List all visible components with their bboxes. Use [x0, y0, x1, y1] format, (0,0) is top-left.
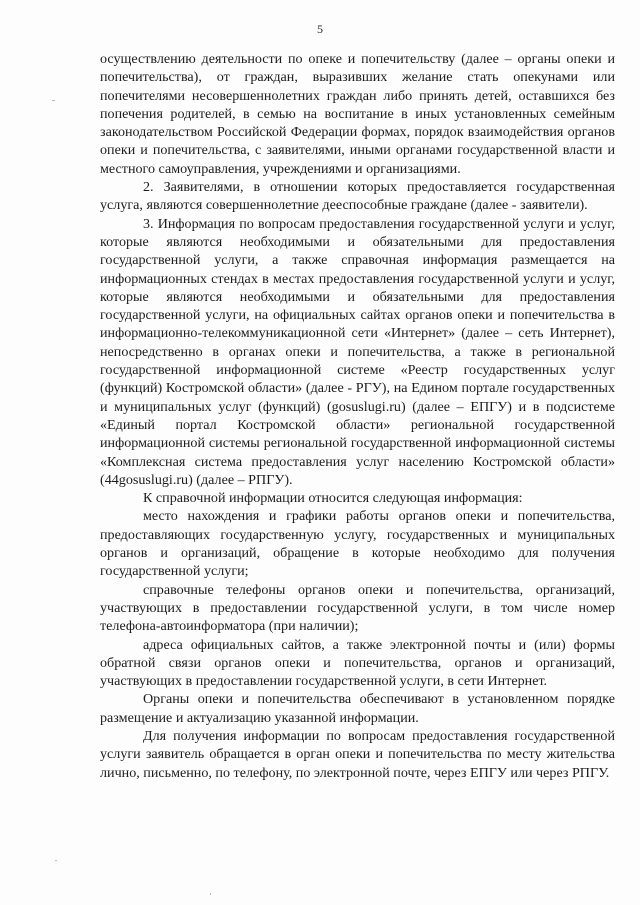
- paragraph-applicants: 2. Заявителями, в отношении которых предоставляется государственная услуга, являются совершеннолетние дееспособные граждане (далее - заявители).: [100, 179, 615, 214]
- paragraph-continuation: осуществлению деятельности по опеке и попечительству (далее – органы опеки и попечительства), от граждан, выразивших желание стать опекунами или попечителями несовершеннолетних граждан либо принять детей, оставшихся без попечения родителей, в семью на воспитание в иных установленных семейным законодательством Российской Федерации формах, порядок взаимодействия органов опеки и попечительства, с заявителями, иными органами государственной власти и местного самоуправления, учреждениями и организациями.: [100, 51, 615, 177]
- paragraph-info-updates: Органы опеки и попечительства обеспечивают в установленном порядке размещение и актуализацию указанной информации.: [100, 691, 615, 726]
- paragraph-locations-schedules: место нахождения и графики работы органов опеки и попечительства, предоставляющих государственную услугу, государственных и муниципальных органов и организаций, обращение в которые необходимо для получения государственной услуги;: [100, 508, 615, 580]
- scan-mark-bottom-left: [55, 860, 57, 861]
- scan-mark-bottom-center: [210, 893, 211, 895]
- paragraph-information-placement: 3. Информация по вопросам предоставления государственной услуги и услуг, которые являются необходимыми и обязательными для предоставления государственной услуги, а также справочная информация размещается на информационных стендах в местах предоставления государственной услуги и услуг, которые являются необходимыми и обязательными для предоставления государственной услуги, на официальных сайтах органов опеки и попечительства в информационно-телекоммуникационной сети «Интернет» (далее – сеть Интернет), непосредственно в органах опеки и попечительства, а также в региональной государственной информационной системе «Реестр государственных услуг (функций) Костромской области» (далее - РГУ), на Едином портале государственных и муниципальных услуг (функций) (gosuslugi.ru) (далее – ЕПГУ) и в подсистеме «Единый портал Костромской области» региональной государственной информационной системы региональной государственной информационной системы «Комплексная система предоставления услуг населению Костромской области» (44gosuslugi.ru) (далее – РПГУ).: [100, 215, 615, 488]
- paragraph-how-to-obtain-info: Для получения информации по вопросам предоставления государственной услуги заявитель обращается в орган опеки и попечительства по месту жительства лично, письменно, по телефону, по электронной почте, через ЕПГУ или через РПГУ.: [100, 727, 615, 781]
- paragraph-websites-email: адреса официальных сайтов, а также электронной почты и (или) формы обратной связи органов опеки и попечительства, органов и организаций, участвующих в предоставлении государственной услуги, в сети Интернет.: [100, 636, 615, 690]
- paragraph-reference-info-intro: К справочной информации относится следующая информация:: [143, 490, 523, 507]
- paragraph-phone-numbers: справочные телефоны органов опеки и попечительства, организаций, участвующих в предоставлении государственной услуги, в том числе номер телефона-автоинформатора (при наличии);: [100, 581, 615, 635]
- page-number: 5: [317, 22, 323, 36]
- body-text: [100, 50, 615, 782]
- scan-mark-top-left: [52, 100, 55, 101]
